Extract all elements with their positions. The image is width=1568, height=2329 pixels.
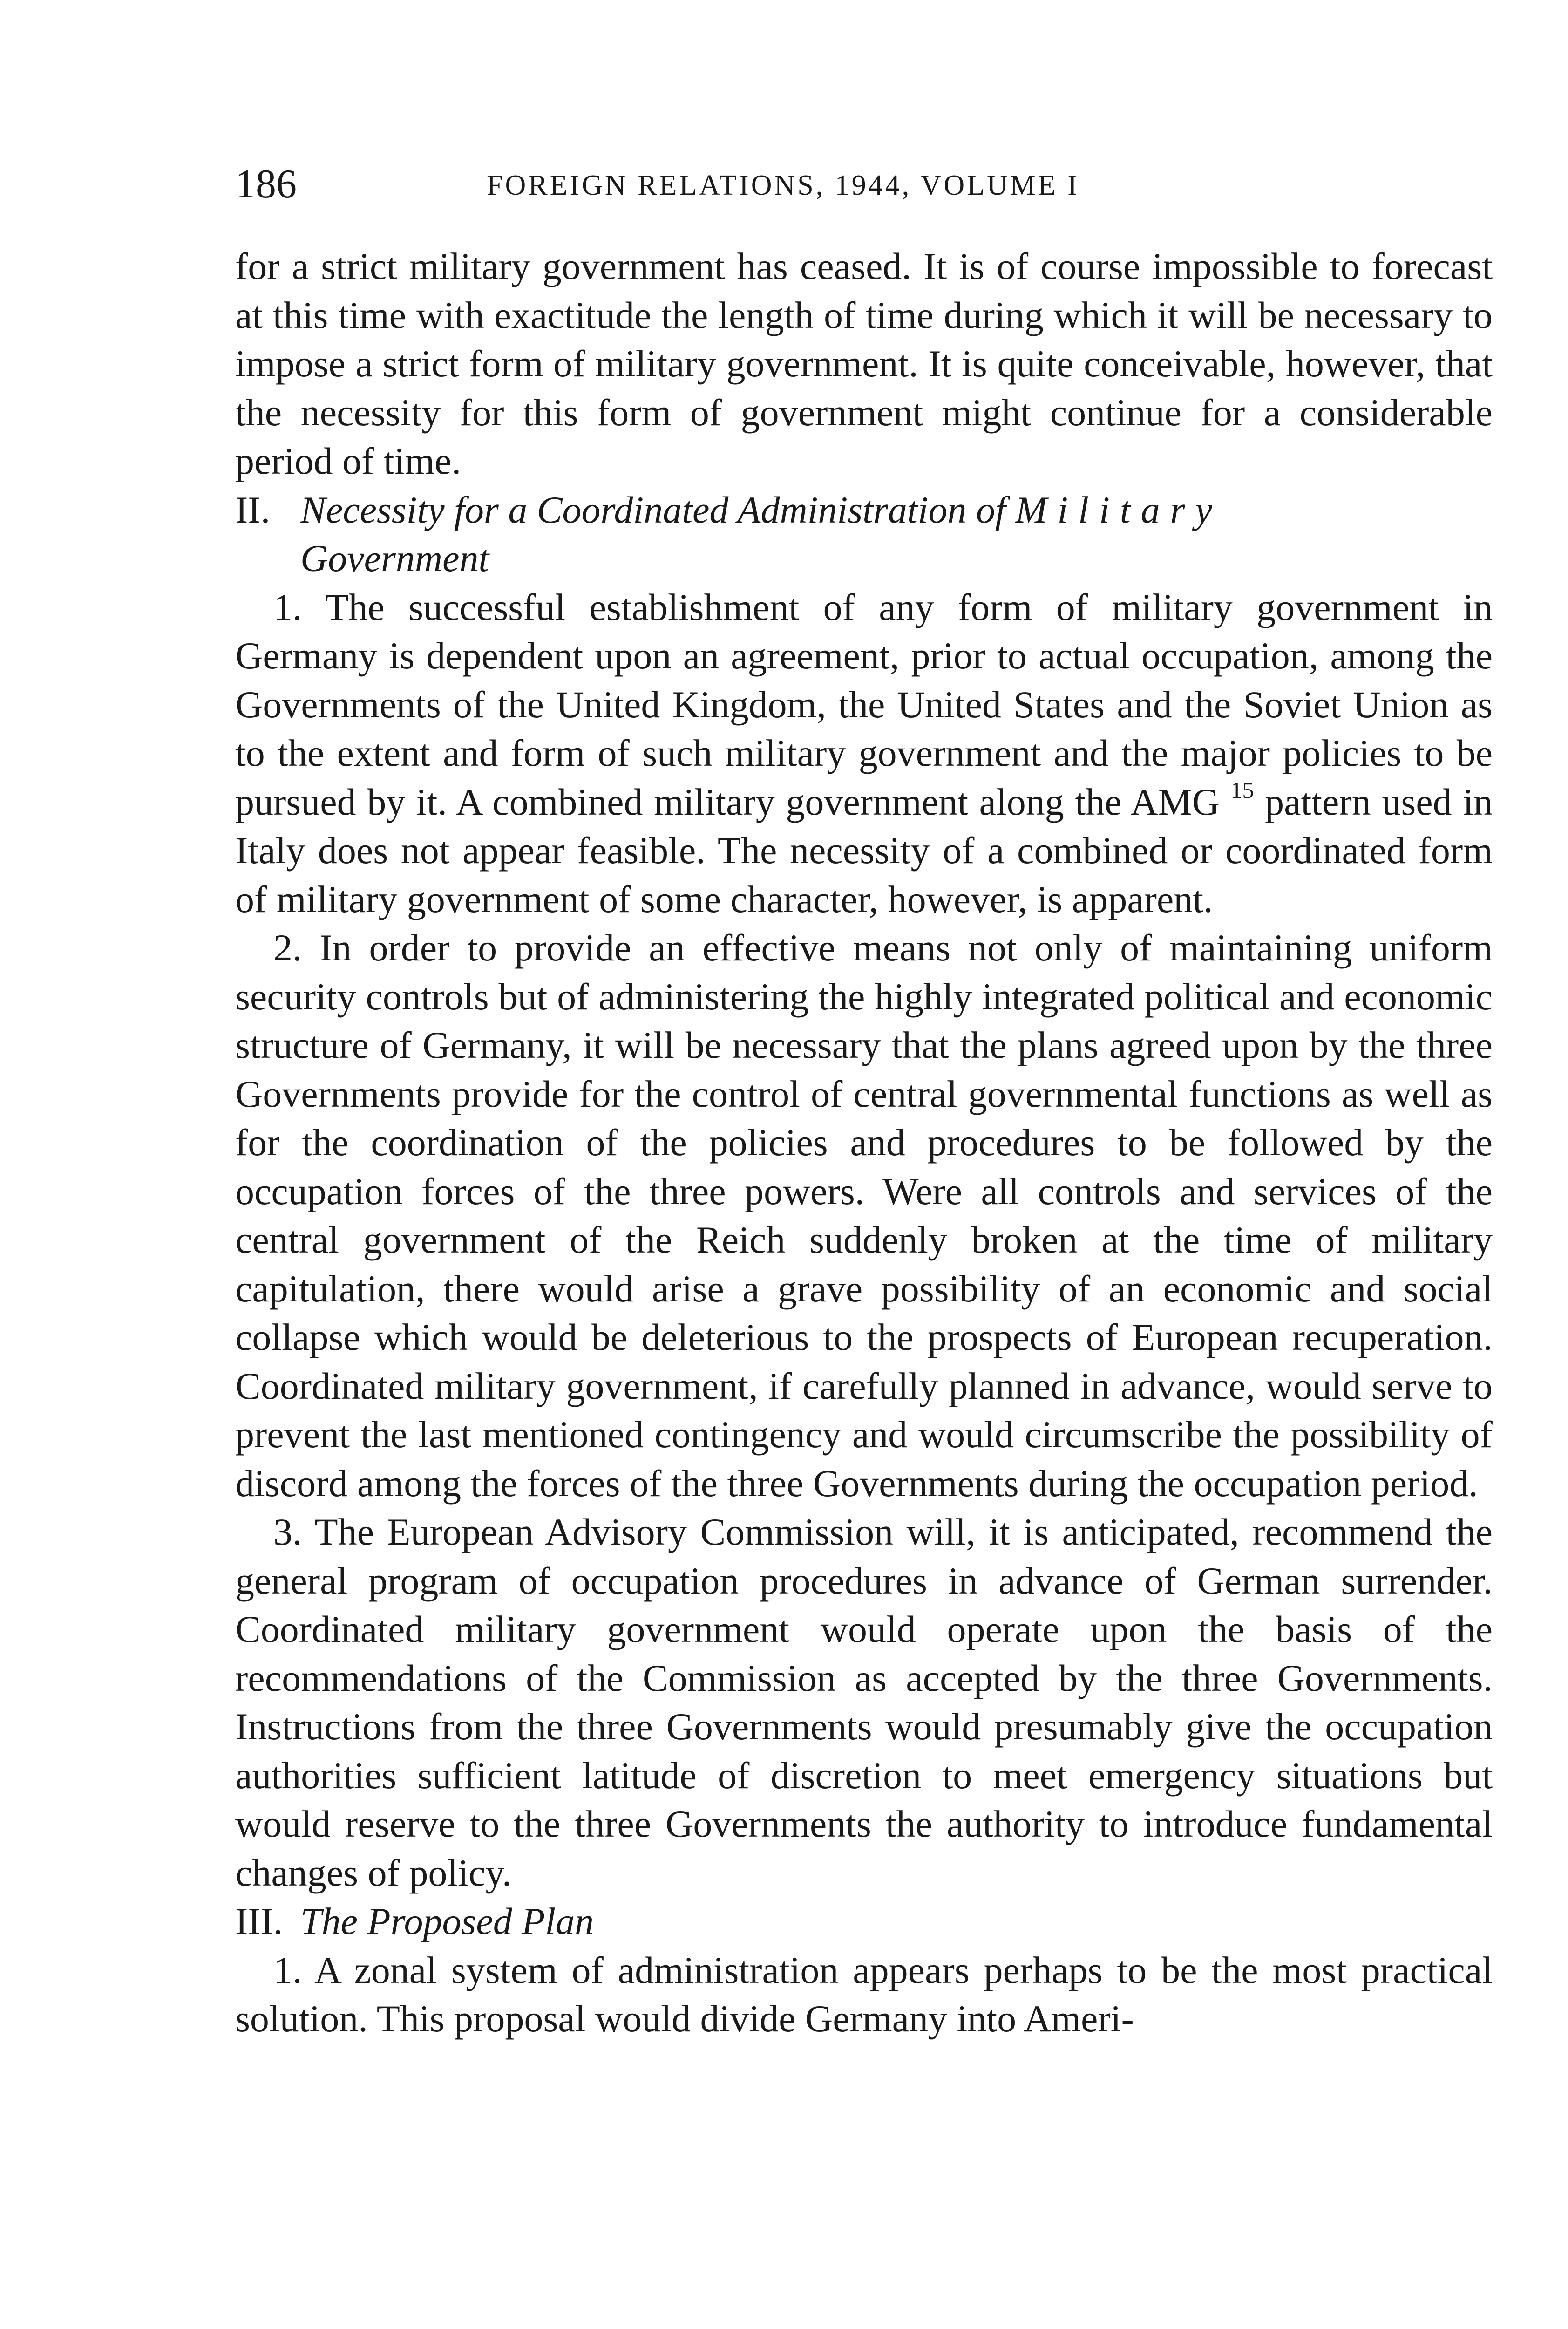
footnote-reference: 15 bbox=[1230, 776, 1254, 803]
section-heading-2 bbox=[235, 486, 1493, 583]
continuation-paragraph: for a strict military government has ceased. It is of course impossible to forecast at this time with exactitude the length of time during which it will be necessary to impose a strict form of military government. It is quite conceivable, however, that the necessity for this form of government might continue for a considerable period of time. bbox=[235, 245, 1493, 482]
paragraph-3-1: 1. A zonal system of administration appears perhaps to be the most practical solution. This proposal would divide Germany into Ameri- bbox=[235, 1948, 1493, 2040]
section-heading-3 bbox=[235, 1897, 1493, 1946]
paragraph-2-1: 1. The successful establishment of any form of military government in Germany is dependent upon an agreement, prior to actual occupation, among the Governments of the United Kingdom, the United States and the Soviet Union as to the extent and form of such military government and the major policies to be pursued by it. A combined military government along the AMG $^{15}$ pattern used in Italy does not appear feasible. The necessity of a combined or coordinated form of military government of some character, however, is apparent. bbox=[235, 586, 1493, 920]
paragraph-2-3: 3. The European Advisory Commission will, it is anticipated, recommend the general program of occupation procedures in advance of German surrender. Coordinated military government would operate upon the basis of the recommendations of the Commission as accepted by the three Governments. Instructions from the three Governments would presumably give the occupation authorities sufficient latitude of discretion to meet emergency situations but would reserve to the three Governments the authority to introduce fundamental changes of policy. bbox=[235, 1511, 1493, 1894]
paragraph-2-2: 2. In order to provide an effective means not only of maintaining uniform security controls but of administering the highly integrated political and economic structure of Germany, it will be necessary that the plans agreed upon by the three Governments provide for the control of central governmental functions as well as for the coordination of the policies and procedures to be followed by the occupation forces of the three powers. Were all controls and services of the central government of the Reich suddenly broken at the time of military capitulation, there would arise a grave possibility of an economic and social collapse which would be deleterious to the prospects of European recuperation. Coordinated military government, if carefully planned in advance, would serve to prevent the last mentioned contingency and would circumscribe the possibility of discord among the forces of the three Governments during the occupation period. bbox=[235, 926, 1493, 1505]
section-number-3: III. bbox=[235, 1900, 283, 1942]
body-text bbox=[235, 242, 1493, 2043]
section-title-3: The Proposed Plan bbox=[300, 1900, 594, 1942]
page-header bbox=[235, 161, 1493, 212]
running-title: FOREIGN RELATIONS, 1944, VOLUME I bbox=[487, 170, 1079, 201]
section-title-spaced-word: Military bbox=[1015, 488, 1222, 531]
page-number: 186 bbox=[235, 162, 297, 207]
section-number-2: II. bbox=[235, 488, 271, 531]
section-title-2: Necessity for a Coordinated Administration of Military Government bbox=[300, 488, 1222, 579]
